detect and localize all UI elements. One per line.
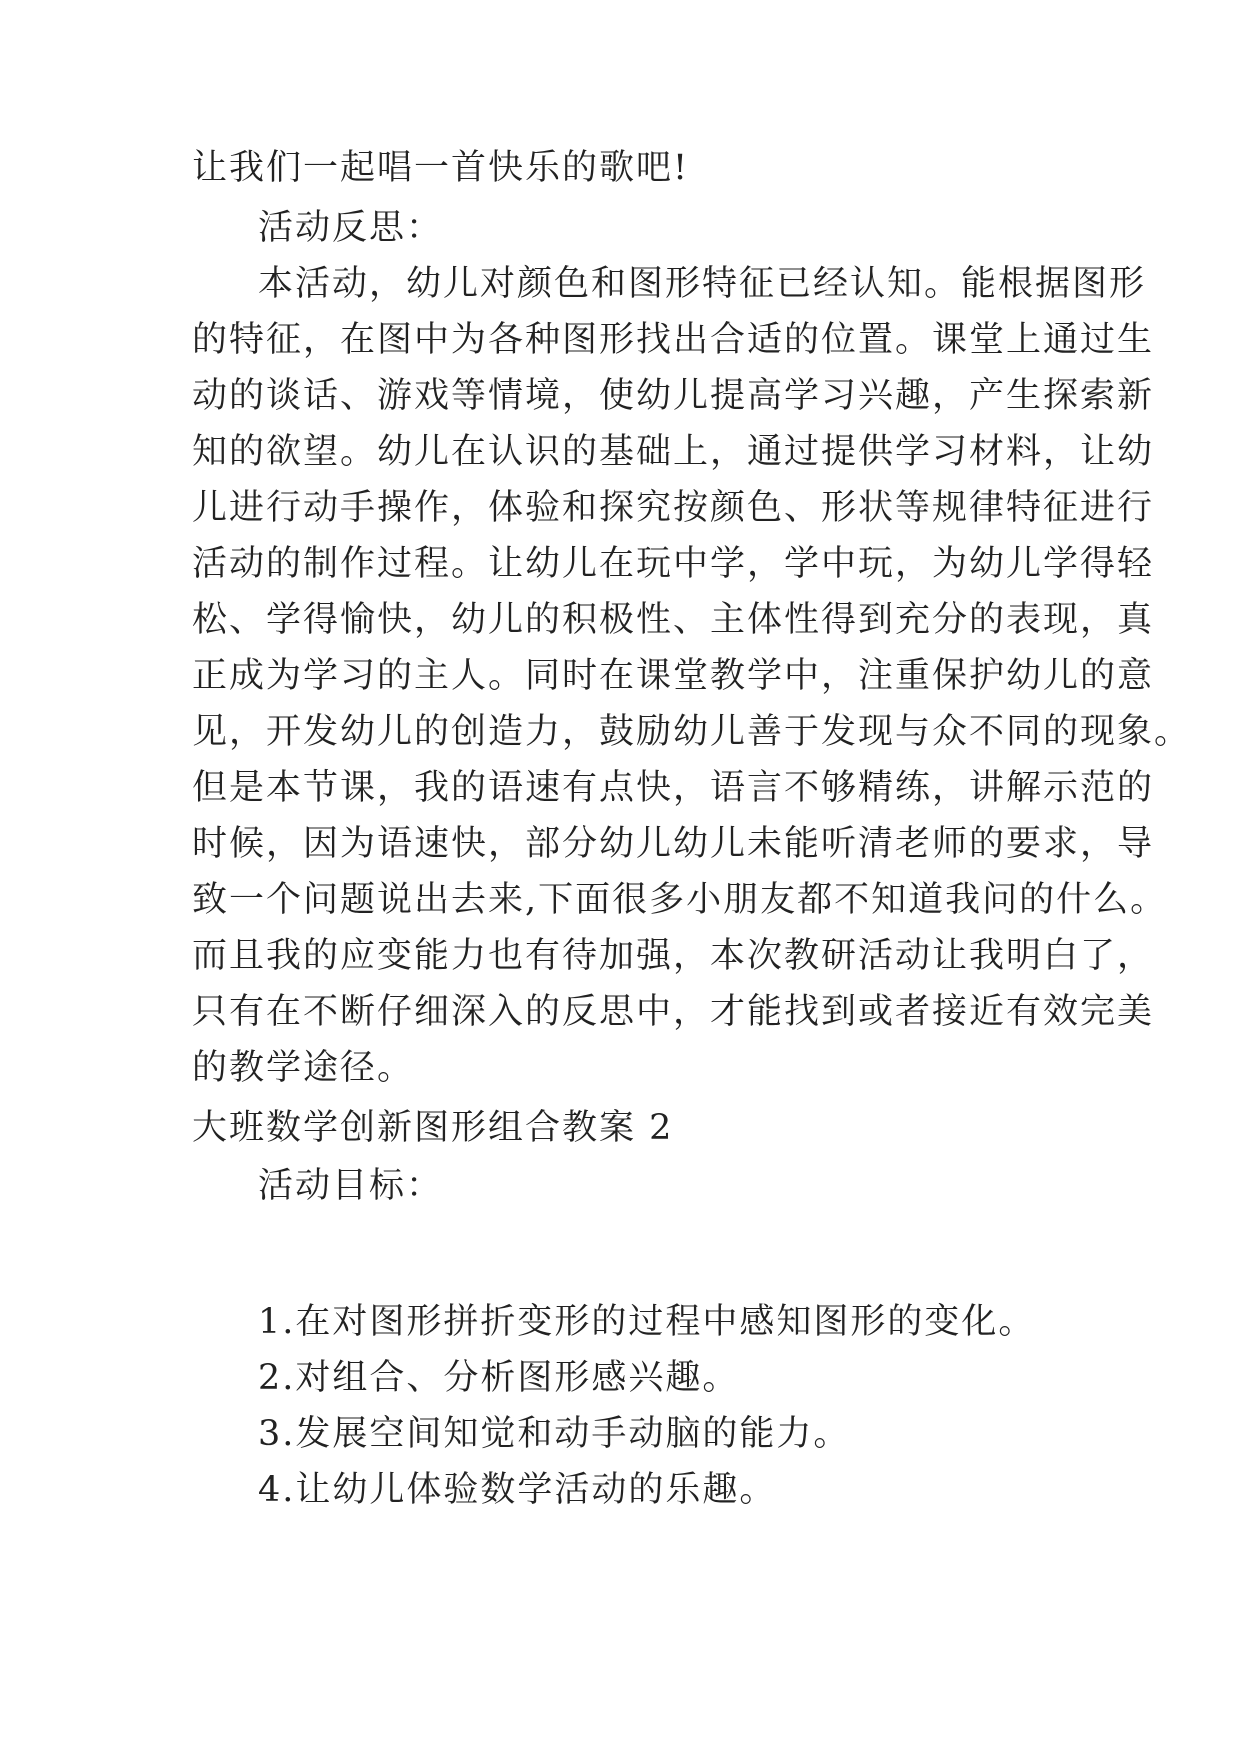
paragraph-line: 只有在不断仔细深入的反思中，才能找到或者接近有效完美 [192, 992, 1155, 1032]
paragraph-line: 而且我的应变能力也有待加强，本次教研活动让我明白了， [192, 936, 1155, 976]
list-item: 2.对组合、分析图形感兴趣。 [258, 1358, 740, 1398]
paragraph-line: 活动的制作过程。让幼儿在玩中学，学中玩，为幼儿学得轻 [192, 544, 1155, 584]
paragraph-line: 让我们一起唱一首快乐的歌吧! [192, 148, 690, 188]
paragraph-line: 的特征，在图中为各种图形找出合适的位置。课堂上通过生 [192, 320, 1155, 360]
section-heading-goals: 活动目标： [258, 1166, 444, 1206]
paragraph-line: 但是本节课，我的语速有点快，语言不够精练，讲解示范的 [192, 768, 1155, 808]
paragraph-line: 儿进行动手操作，体验和探究按颜色、形状等规律特征进行 [192, 488, 1155, 528]
paragraph-line: 正成为学习的主人。同时在课堂教学中，注重保护幼儿的意 [192, 656, 1155, 696]
paragraph-line: 本活动，幼儿对颜色和图形特征已经认知。能根据图形 [258, 264, 1147, 304]
paragraph-line: 致一个问题说出去来,下面很多小朋友都不知道我问的什么。 [192, 880, 1168, 920]
list-item: 1.在对图形拼折变形的过程中感知图形的变化。 [258, 1302, 1036, 1342]
paragraph-line: 时候，因为语速快，部分幼儿幼儿未能听清老师的要求，导 [192, 824, 1155, 864]
list-item: 3.发展空间知觉和动手动脑的能力。 [258, 1414, 851, 1454]
paragraph-line: 知的欲望。幼儿在认识的基础上，通过提供学习材料，让幼 [192, 432, 1155, 472]
section-heading-reflection: 活动反思： [258, 208, 444, 248]
paragraph-line: 的教学途径。 [192, 1048, 415, 1088]
paragraph-line: 松、学得愉快，幼儿的积极性、主体性得到充分的表现，真 [192, 600, 1155, 640]
paragraph-line: 见，开发幼儿的创造力，鼓励幼儿善于发现与众不同的现象。 [192, 712, 1192, 752]
paragraph-line: 动的谈话、游戏等情境，使幼儿提高学习兴趣，产生探索新 [192, 376, 1155, 416]
document-heading: 大班数学创新图形组合教案 2 [192, 1108, 674, 1148]
list-item: 4.让幼儿体验数学活动的乐趣。 [258, 1470, 777, 1510]
